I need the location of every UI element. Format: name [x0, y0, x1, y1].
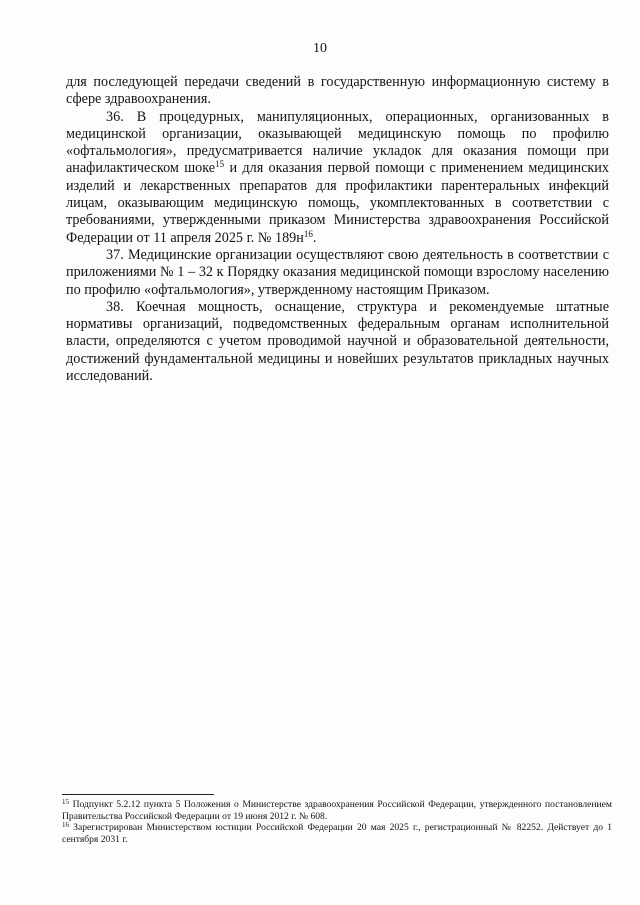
paragraph-36 — [66, 109, 609, 247]
paragraph-37: 37. Медицинские организации осуществляют свою деятельность в соответствии с приложениями № 1 – 32 к Порядку оказания медицинской помощи взрослому населению по профилю «офтальмология», утвержденному настоящим Приказом. — [66, 246, 609, 298]
footnote-marker: 15 — [62, 798, 69, 806]
paragraph-36-text-before: 36. В процедурных, манипуляционных, операционных, организованных в медицинской организации, оказывающей медицинскую помощь по профилю «офтальмология», предусматривается наличие укладок для оказания помощи при анафилактическом шоке — [66, 108, 609, 177]
footnote-text: Зарегистрирован Министерством юстиции Российской Федерации 20 мая 2025 г., регистрационный № 82252. Действует до 1 сентября 2031 г. — [62, 822, 612, 845]
footnote-marker: 16 — [62, 821, 69, 830]
footnote-divider — [62, 794, 214, 795]
footnotes — [62, 799, 612, 845]
footnote-16 — [62, 822, 612, 845]
footnote-15 — [62, 799, 612, 822]
footnote-ref-16[interactable]: 16 — [303, 228, 313, 239]
footnote-text: Подпункт 5.2.12 пункта 5 Положения о Министерстве здравоохранения Российской Федерации, утвержденного постановлением Правительства Российской Федерации от 19 июня 2012 г. № 608. — [62, 799, 612, 822]
paragraph-continuation: для последующей передачи сведений в государственную информационную систему в сфере здравоохранения. — [66, 74, 609, 108]
paragraph-36-text-end: . — [312, 229, 317, 246]
page-number: 10 — [313, 41, 327, 56]
footnote-ref-15[interactable]: 15 — [215, 159, 225, 170]
paragraph-36-text-after: и для оказания первой помощи с применением медицинских изделий и лекарственных препаратов для профилактики парентеральных инфекций лицам, оказывающим медицинскую помощь, укомплектованных в соответствии с требованиями, утвержденными приказом Министерства здравоохранения Российской Федерации от 11 апреля 2025 г. № 189н — [66, 160, 609, 246]
body-text — [66, 74, 609, 385]
paragraph-38: 38. Коечная мощность, оснащение, структура и рекомендуемые штатные нормативы организаций, подведомственных федеральным органам исполнительной власти, определяются с учетом проводимой научной и образовательной деятельности, достижений фундаментальной медицины и новейших результатов прикладных научных исследований. — [66, 298, 609, 385]
